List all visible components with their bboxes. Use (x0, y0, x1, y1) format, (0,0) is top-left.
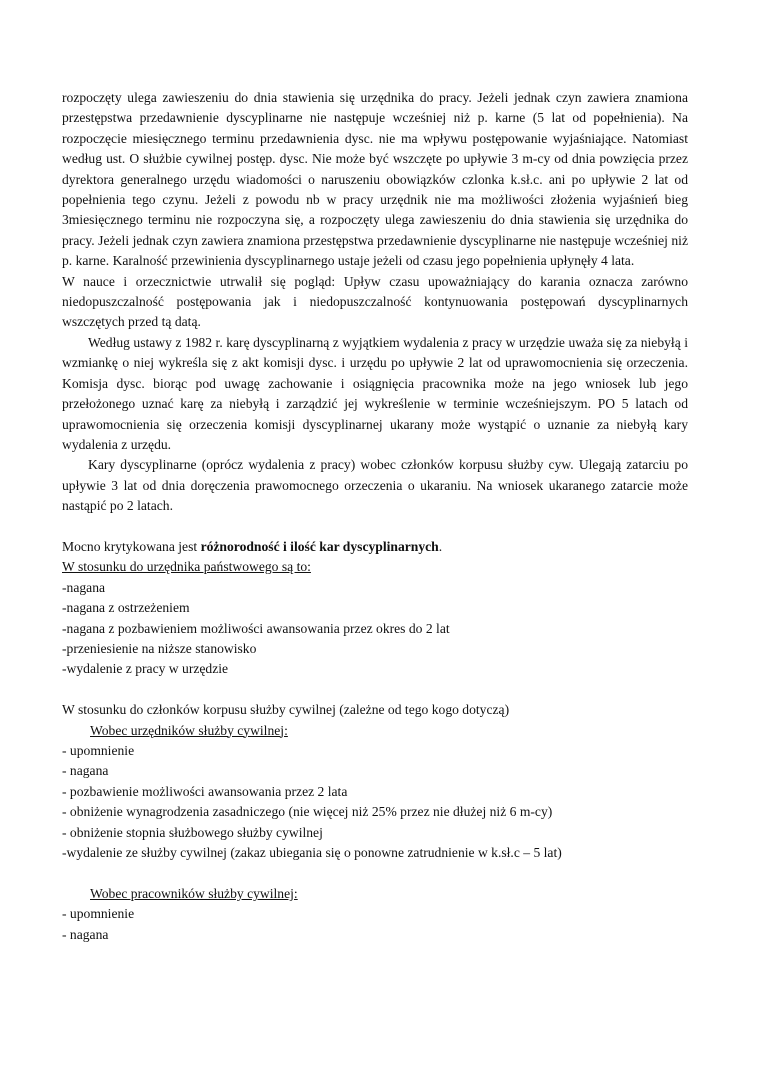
list-item: -nagana z ostrzeżeniem (62, 600, 190, 616)
state-official-heading: W stosunku do urzędnika państwowego są to: (62, 559, 311, 575)
list-item: - upomnienie (62, 742, 135, 758)
civil-officials-penalty-list (62, 741, 688, 863)
spacer (62, 517, 688, 537)
list-item: - pozbawienie możliwości awansowania przez 2 lata (62, 783, 348, 799)
state-official-penalty-list (62, 578, 688, 680)
civil-officials-heading: Wobec urzędników służby cywilnej: (90, 722, 288, 738)
paragraph-doctrine: W nauce i orzecznictwie utrwalił się pogląd: Upływ czasu upoważniający do karania oznacza zarówno niedopuszczalność postępowania jak i niedopuszczalność kontynuowania postępowań dyscyplinarnych wszczętych przed tą datą. (62, 273, 688, 330)
list-item: - obniżenie wynagrodzenia zasadniczego (nie więcej niż 25% przez nie dłużej niż 6 m-cy) (62, 804, 553, 820)
criticism-suffix: . (438, 538, 443, 554)
list-item: -przeniesienie na niższe stanowisko (62, 640, 257, 656)
list-item: - obniżenie stopnia służbowego służby cywilnej (62, 824, 323, 840)
list-item: - upomnienie (62, 906, 135, 922)
list-item: -nagana (62, 579, 106, 595)
civil-employees-heading: Wobec pracowników służby cywilnej: (90, 885, 298, 901)
list-item: -nagana z pozbawieniem możliwości awansowania przez okres do 2 lat (62, 620, 450, 636)
civil-employees-penalty-list (62, 904, 688, 945)
paragraph-limitation: rozpoczęty ulega zawieszeniu do dnia stawienia się urzędnika do pracy. Jeżeli jednak czyn zawiera znamiona przestępstwa przedawnienie dyscyplinarne nie następuje wcześniej niż p. karne (5 lat od popełnienia). Na rozpoczęcie miesięcznego terminu przedawnienia dysc. nie ma wpływu postępowanie wyjaśniające. Natomiast według ust. O służbie cywilnej postęp. dysc. Nie może być wszczęte po upływie 3 m-cy od dnia powzięcia przez dyrektora generalnego urzędu wiadomości o naruszeniu obowiązków czlonka k.sł.c. ani po upływie 2 lat od popełnienia tego czynu. Jeżeli z powodu nb w pracy urzędnik nie ma możliwości złożenia wyjaśnień bieg 3miesięcznego terminu nie rozpoczyna się, a rozpoczęty ulega zawieszeniu do dnia stawienia się urzędnika do pracy. Jeżeli jednak czyn zawiera znamiona przestępstwa przedawnienie dyscyplinarne nie następuje wcześniej niż p. karne. Karalność przewinienia dyscyplinarnego ustaje jeżeli od czasu jego popełnienia upłynęły 4 lata. (62, 90, 688, 269)
paragraph-expungement: Kary dyscyplinarne (oprócz wydalenia z pracy) wobec członków korpusu służby cyw. Ulegają zatarciu po upływie 3 lat od dnia doręczenia prawomocnego orzeczenia o ukaraniu. Na wniosek ukaranego zatarcie może nastąpić po 2 latach. (62, 457, 688, 514)
criticism-prefix: Mocno krytykowana jest (62, 538, 201, 554)
paragraph-1982-act: Według ustawy z 1982 r. karę dyscyplinarną z wyjątkiem wydalenia z pracy w urzędzie uważa się za niebyłą i wzmiankę o niej wykreśla się z akt komisji dysc. i urzędu po upływie 2 lat od uprawomocnienia się orzeczenia. Komisja dysc. biorąc pod uwagę zachowanie i osiągnięcia pracownika może na jego wniosek lub jego przełożonego uznać karę za niebyłą i zarządzić jej wykreślenie w terminie wcześniejszym. PO 5 latach od uprawomocnienia się orzeczenia komisji dyscyplinarnej ukarany może wystąpić o uznanie za niebyłą kary wydalenia z urzędu. (62, 334, 688, 452)
spacer (62, 680, 688, 700)
spacer (62, 863, 688, 883)
criticism-sentence (62, 537, 688, 557)
civil-service-intro: W stosunku do członków korpusu służby cywilnej (zależne od tego kogo dotyczą) (62, 702, 510, 718)
list-item: - nagana (62, 926, 109, 942)
list-item: -wydalenie ze służby cywilnej (zakaz ubiegania się o ponowne zatrudnienie w k.sł.c – 5 lat) (62, 845, 562, 860)
list-item: -wydalenie z pracy w urzędzie (62, 661, 229, 677)
list-item: - nagana (62, 763, 109, 779)
criticism-emphasis: różnorodność i ilość kar dyscyplinarnych (200, 538, 439, 554)
